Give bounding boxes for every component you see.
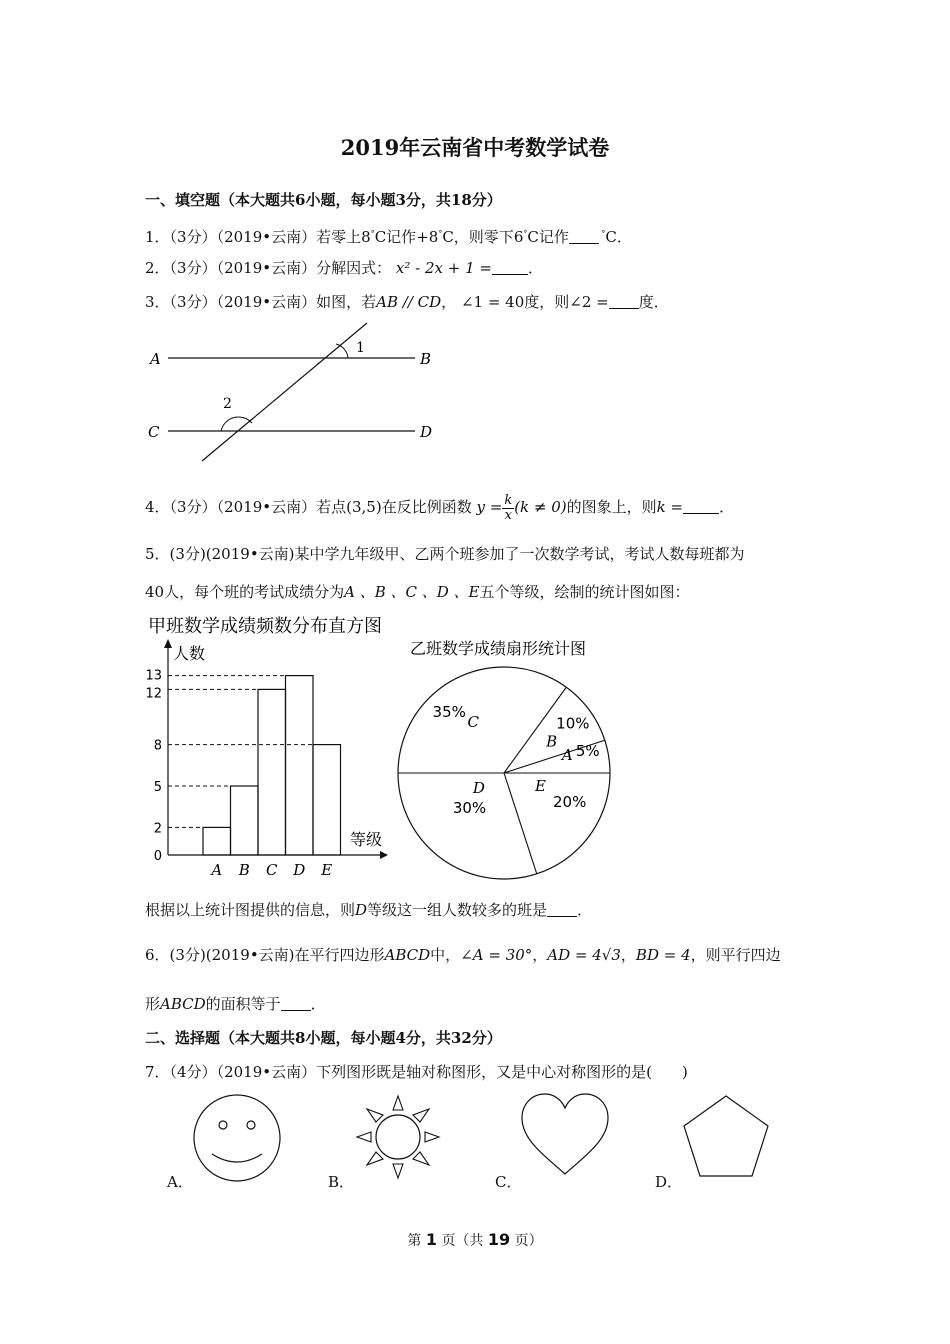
q4-text-c: 的图象上，则 <box>566 498 657 516</box>
q3-score: （3分）（2019•云南） <box>169 293 317 311</box>
q6-line2 <box>145 994 326 1014</box>
q2-score: （3分）（2019•云南） <box>169 259 317 277</box>
q4-fraction <box>502 494 514 523</box>
pie-title: 乙班数学成绩扇形统计图 <box>410 639 587 658</box>
q1-text-b: 记作 <box>386 228 417 246</box>
q6-line1 <box>145 945 781 965</box>
question-1: 1．（3分）（2019•云南）若零上8°C记作+8°C，则零下6°C记作 °C． <box>145 228 632 246</box>
q1-unit-3: C <box>527 228 539 246</box>
q5-line2 <box>145 582 690 602</box>
q1-num: 1． <box>145 228 170 246</box>
footer-total: 19 <box>487 1230 511 1249</box>
q1-score: （3分）（2019•云南） <box>169 228 317 246</box>
q1-text-a: 若零上 <box>316 228 362 246</box>
bar-C <box>258 689 286 855</box>
q4-k-eq: k = <box>656 498 684 516</box>
q2-num: 2． <box>145 259 170 277</box>
x-tick-E: E <box>321 861 333 879</box>
label-a: A <box>150 350 161 368</box>
option-a-smiley-icon[interactable] <box>194 1095 280 1181</box>
q1-unit: C <box>374 228 387 246</box>
q6-bd: BD = 4 <box>635 946 691 964</box>
q4-text-b: 在反比例函数 <box>381 498 472 516</box>
histogram-title: 甲班数学成绩频数分布直方图 <box>148 616 382 637</box>
q3-text-c: 度，则 <box>524 293 570 311</box>
x-tick-A: A <box>211 861 223 879</box>
option-c-label[interactable]: C． <box>495 1173 522 1191</box>
bar-A <box>203 827 231 855</box>
y-tick-2: 2 <box>153 821 162 837</box>
q5-tail-d: D <box>355 901 368 919</box>
q7-text: 下列图形既是轴对称图形，又是中心对称图形的是( ) <box>316 1063 688 1081</box>
q3-end: 度． <box>638 293 669 311</box>
q4-num: 4． <box>145 498 170 516</box>
pie-label-E: E <box>535 777 546 796</box>
q1-v2: +8 <box>416 228 439 246</box>
q6-line1-b: 中， <box>430 946 461 964</box>
q7-num: 7． <box>145 1063 170 1081</box>
pie-percent-B: 10% <box>556 714 590 733</box>
q3-text-b: ， <box>441 293 457 311</box>
q6-abcd-2: ABCD <box>160 995 206 1013</box>
angle-1-arc <box>336 344 348 358</box>
pie-chart <box>395 635 635 885</box>
q6-line1-a: 6．(3分)(2019•云南)在平行四边形 <box>145 946 385 964</box>
page-footer <box>0 1230 950 1251</box>
y-tick-0: 0 <box>153 849 162 864</box>
pie-percent-C: 35% <box>432 703 466 722</box>
q2-expr: x² - 2x + 1 = <box>395 259 492 277</box>
pie-percent-E: 20% <box>553 793 587 812</box>
pie-label-C: C <box>467 713 480 732</box>
footer-page: 1 <box>425 1230 437 1249</box>
histogram-ylabel: 人数 <box>173 644 206 663</box>
q6-line1-c: ，则平行四边 <box>690 946 781 964</box>
pie-percent-A: 5% <box>575 742 600 761</box>
question-3 <box>145 292 669 312</box>
q1-text-d: 记作 <box>538 228 569 246</box>
y-axis-arrow <box>164 639 172 648</box>
q1-v1: 8 <box>361 228 371 246</box>
q3-text-a: 如图，若 <box>316 293 377 311</box>
y-tick-12: 12 <box>145 686 162 702</box>
bar-D <box>286 676 314 855</box>
y-tick-13: 13 <box>145 668 162 684</box>
q4-denominator: x <box>504 507 512 523</box>
q7-options-figure <box>150 1090 790 1200</box>
q4-y: y = <box>476 498 503 516</box>
q3-figure <box>140 318 450 468</box>
label-angle-1: 1 <box>356 340 365 356</box>
q4-end: ． <box>719 498 735 516</box>
q4-text-a: 若点 <box>316 498 347 516</box>
q1-answer-blank[interactable] <box>569 229 599 244</box>
q1-end: C． <box>605 228 632 246</box>
x-tick-C: C <box>266 861 278 879</box>
q2-end: ． <box>528 259 544 277</box>
q6-sep: ， <box>532 946 548 964</box>
q6-end: ． <box>310 995 326 1013</box>
q4-point: (3,5) <box>346 498 382 516</box>
q3-parallel: AB // CD <box>376 293 442 311</box>
q6-angle: ∠A = 30° <box>460 946 533 964</box>
label-b: B <box>420 350 432 368</box>
section1-heading: 一、填空题（本大题共6小题，每小题3分，共18分） <box>145 191 502 209</box>
x-tick-D: D <box>293 861 306 879</box>
q5-tail <box>145 900 592 920</box>
q6-line2-b: 的面积等于 <box>205 995 281 1013</box>
option-a-label[interactable]: A． <box>167 1173 193 1191</box>
q5-tail-end: ． <box>577 901 593 919</box>
footer-c: 页） <box>514 1233 543 1249</box>
y-tick-8: 8 <box>153 738 162 754</box>
q6-abcd: ABCD <box>384 946 431 964</box>
q1-text-c: ，则零下 <box>453 228 514 246</box>
histogram-xlabel: 等级 <box>350 830 383 849</box>
page-title: 2019年云南省中考数学试卷 <box>340 135 610 160</box>
q7-score: （4分）（2019•云南） <box>169 1063 317 1081</box>
q6-line2-a: 形 <box>145 995 161 1013</box>
q2-answer-blank[interactable] <box>492 260 528 275</box>
question-7 <box>145 1062 688 1082</box>
q6-sep2: ， <box>620 946 636 964</box>
y-tick-5: 5 <box>153 780 162 795</box>
question-2 <box>145 258 543 278</box>
q1-v3: 6 <box>513 228 524 246</box>
pie-label-B: B <box>546 732 558 751</box>
bar-E <box>313 745 341 855</box>
q5-tail-a: 根据以上统计图提供的信息，则 <box>145 901 356 919</box>
q4-score: （3分）（2019•云南） <box>169 498 317 516</box>
q4-answer-blank[interactable] <box>683 499 719 514</box>
q5-line2-b: 五个等级，绘制的统计图如图： <box>479 583 690 601</box>
question-4 <box>145 490 734 524</box>
q4-numerator: k <box>504 492 513 508</box>
q6-answer-blank[interactable] <box>281 996 311 1011</box>
pie-label-A: A <box>561 746 573 765</box>
q3-answer-blank[interactable] <box>609 294 639 309</box>
q4-condition: (k ≠ 0) <box>514 498 567 516</box>
q3-angle2: ∠2 = <box>569 293 609 311</box>
pie-percent-D: 30% <box>452 799 487 818</box>
q2-text: 分解因式： <box>316 259 392 277</box>
label-angle-2: 2 <box>223 396 232 412</box>
x-tick-B: B <box>238 861 250 879</box>
slice-boundary <box>504 773 537 874</box>
q1-unit-2: C <box>442 228 454 246</box>
section2-heading: 二、选择题（本大题共8小题，每小题4分，共32分） <box>145 1029 502 1047</box>
angle-2-arc <box>221 417 252 431</box>
q5-grades: A 、B 、C 、D 、E <box>344 583 480 601</box>
q6-ad: AD = 4√3 <box>547 946 621 964</box>
q3-angle1: ∠1 = 40 <box>460 293 525 311</box>
bar-B <box>231 786 259 855</box>
option-c-heart-icon[interactable] <box>522 1094 608 1174</box>
pie-label-D: D <box>472 779 485 798</box>
option-d-label[interactable]: D． <box>655 1173 683 1191</box>
option-b-label[interactable]: B． <box>328 1173 355 1191</box>
transversal-line <box>202 323 367 461</box>
q5-line1: 5．(3分)(2019•云南)某中学九年级甲、乙两个班参加了一次数学考试，考试人数每班都为 <box>145 545 745 563</box>
histogram-chart <box>140 612 400 882</box>
q5-answer-blank[interactable] <box>547 902 577 917</box>
footer-b: 页（共 <box>441 1233 484 1249</box>
option-b-sun-icon[interactable] <box>357 1096 439 1178</box>
label-c: C <box>148 423 160 441</box>
q5-tail-b: 等级这一组人数较多的班是 <box>367 901 548 919</box>
label-d: D <box>420 423 433 441</box>
option-d-pentagon-icon[interactable] <box>684 1096 768 1176</box>
q3-num: 3． <box>145 293 170 311</box>
footer-a: 第 <box>407 1233 422 1249</box>
x-axis-arrow <box>380 851 388 859</box>
q5-line2-a: 40人，每个班的考试成绩分为 <box>145 583 345 601</box>
